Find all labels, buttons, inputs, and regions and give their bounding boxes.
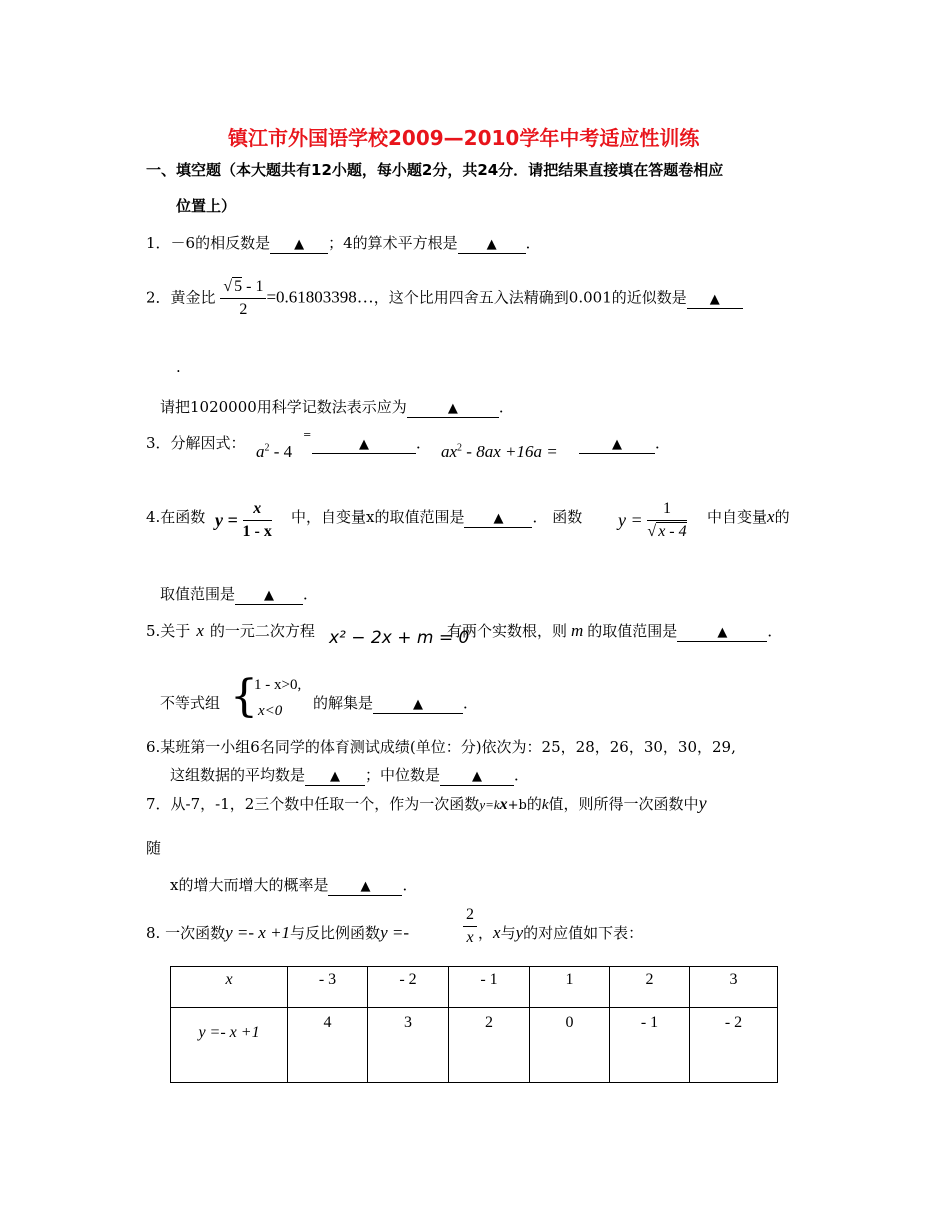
q5-tail-text: 的取值范围是 — [587, 622, 678, 640]
q3-dot1: ． — [416, 434, 432, 452]
quadratic-equation: x² − 2x + m = 0 — [329, 628, 470, 648]
q5-number: 5.关于 — [146, 622, 191, 640]
frac-num-rest: - 1 — [242, 278, 264, 295]
func1-den: 1 - x — [242, 523, 272, 540]
q7-end: ． — [402, 876, 418, 894]
q7-line3 — [170, 874, 417, 896]
table-cell: 4 — [288, 1008, 368, 1083]
factor-expr-1 — [256, 442, 292, 462]
q5-blank-2[interactable] — [373, 695, 463, 714]
q7-k: k — [541, 797, 549, 813]
table-cell: - 1 — [610, 1008, 690, 1083]
q8-frac-num: 2 — [463, 906, 477, 927]
q8-x: x — [493, 923, 501, 942]
q6-text-a: 这组数据的平均数是 — [170, 766, 306, 784]
expr2-sup: 2 — [457, 442, 463, 454]
factor-eq-1: = — [303, 430, 312, 441]
q1-blank-2[interactable] — [458, 235, 526, 254]
q6-line2 — [170, 764, 529, 786]
func1-fraction — [243, 500, 272, 541]
q8-mid: 与反比例函数 — [290, 924, 381, 942]
expr1-rest: - 4 — [269, 442, 293, 461]
q7-fn-x: x — [499, 796, 508, 813]
q7-line1 — [146, 793, 707, 814]
q4-end: ． — [303, 585, 319, 603]
q8-number: 8. 一次函数 — [146, 924, 226, 942]
q7-fn-y: y=k — [479, 797, 500, 812]
expr1-sup: 2 — [264, 442, 270, 454]
q7-y: y — [698, 793, 707, 813]
q2-pre: 黄金比 — [170, 288, 216, 307]
q1-end: ． — [525, 234, 541, 252]
expr2-rest: - 8ax +16a = — [462, 442, 558, 461]
triangle-icon: ▲ — [359, 437, 369, 452]
q1-text-a: －6的相反数是 — [170, 234, 271, 252]
func1-y: y = — [215, 510, 238, 530]
triangle-icon: ▲ — [413, 697, 424, 712]
q5-mid: 的一元二次方程 — [209, 622, 315, 640]
q4-mid-text: 中，自变量x的取值范围是 — [291, 508, 465, 526]
table-cell: 3 — [368, 1008, 449, 1083]
q1-blank-1[interactable] — [270, 235, 328, 254]
q8-inverse-fn-pre: y =- — [380, 923, 409, 942]
table-cell: 3 — [690, 967, 778, 1008]
q7-text-a: 7．从-7，-1，2三个数中任取一个，作为一次函数 — [146, 795, 480, 813]
frac-den: 2 — [239, 301, 248, 318]
table-cell: x — [171, 967, 288, 1008]
question-2 — [146, 278, 743, 319]
triangle-icon: ▲ — [709, 291, 720, 307]
triangle-icon: ▲ — [493, 511, 504, 526]
table-cell: - 3 — [288, 967, 368, 1008]
table-cell: - 2 — [368, 967, 449, 1008]
question-3 — [146, 432, 246, 453]
func2-fraction: $\frac{1}{√ x - 4}$ — [647, 500, 687, 540]
q6-line1: 6.某班第一小组6名同学的体育测试成绩(单位：分)依次为：25，28，26，30，30，29, — [146, 738, 736, 756]
q2-blank-1[interactable] — [687, 290, 743, 309]
question-2-sci — [160, 396, 514, 418]
q3-blank-2[interactable] — [579, 435, 655, 454]
ineq-end: ． — [463, 694, 479, 712]
q3-part2 — [579, 432, 670, 454]
expr1-a: a — [256, 442, 265, 461]
table-cell: 1 — [530, 967, 610, 1008]
q7-fn-b: +b — [507, 798, 527, 813]
q4-line2 — [160, 583, 318, 605]
q3-blank-1[interactable] — [312, 435, 416, 454]
ineq-tail-text: 的解集是 — [313, 694, 374, 712]
triangle-icon: ▲ — [472, 769, 483, 784]
q8-linear-fn: y =- x +1 — [225, 923, 291, 942]
func2-num: 1 — [647, 500, 686, 521]
q2-line2: 请把1020000用科学记数法表示应为 — [160, 398, 407, 416]
section-heading: 一、填空题（本大题共有12小题，每小题2分，共24分．请把结果直接填在答题卷相应 — [146, 161, 724, 179]
q8-line — [146, 922, 409, 943]
table-cell: - 1 — [449, 967, 530, 1008]
q1-number: 1． — [146, 234, 171, 252]
left-brace-icon: { — [230, 671, 258, 722]
func2-y: y = — [618, 510, 643, 530]
question-1 — [146, 232, 541, 254]
q5-tail — [447, 620, 782, 642]
ineq-pre: 不等式组 — [160, 694, 221, 712]
func2-den: x - 4 — [658, 523, 687, 540]
table-row — [171, 1008, 778, 1083]
q8-frac-den: x — [466, 929, 474, 946]
ineq-line-1: 1 - x>0, — [254, 677, 302, 693]
q3-pre: 分解因式： — [170, 434, 246, 452]
q4-mid — [291, 506, 582, 528]
golden-ratio-fraction: $\frac{√ 5 - 1}{2}$ — [220, 278, 266, 319]
page-title: 镇江市外国语学校2009—2010学年中考适应性训练 — [228, 126, 700, 150]
q4-blank-1[interactable] — [464, 509, 532, 528]
table-cell: y =- x +1 — [171, 1008, 288, 1083]
q6-blank-1[interactable] — [305, 767, 365, 786]
triangle-icon: ▲ — [486, 237, 497, 252]
function-2 — [618, 500, 687, 541]
question-5 — [146, 620, 315, 641]
q7-line3-text: x的增大而增大的概率是 — [170, 876, 329, 894]
q6-end: ． — [514, 766, 530, 784]
triangle-icon: ▲ — [294, 237, 305, 252]
q8-with: 与 — [500, 924, 516, 942]
table-cell: 0 — [530, 1008, 610, 1083]
triangle-icon: ▲ — [612, 437, 622, 452]
q4-blank-2[interactable] — [235, 586, 303, 605]
triangle-icon: ▲ — [264, 588, 275, 603]
q4-line2-text: 取值范围是 — [160, 585, 236, 603]
q8-comma: ， — [478, 924, 494, 942]
q2-dot: . — [176, 358, 181, 376]
q5-m: m — [571, 621, 584, 640]
q7-text-b: 的 — [526, 795, 542, 813]
section-heading-cont: 位置上） — [176, 197, 237, 215]
func1-num: x — [243, 500, 272, 521]
ineq-line-2: x<0 — [258, 703, 283, 719]
triangle-icon: ▲ — [330, 769, 341, 784]
table-header-row — [171, 967, 778, 1008]
value-table — [170, 966, 778, 1083]
q5-blank-1[interactable] — [677, 623, 767, 642]
q2-mid: ，这个比用四舍五入法精确到0.001的近似数是 — [373, 288, 687, 307]
triangle-icon: ▲ — [717, 625, 728, 640]
table-cell: - 2 — [690, 1008, 778, 1083]
q7-text-c: 值，则所得一次函数中 — [548, 795, 699, 813]
ineq-tail — [313, 692, 478, 714]
expr2-a: ax — [441, 442, 458, 461]
q2-number: 2． — [146, 288, 171, 307]
q4-x: x — [767, 507, 775, 526]
q5-end: ． — [767, 622, 783, 640]
q4-tail-text: 的 — [774, 508, 790, 526]
factor-expr-2 — [441, 442, 558, 462]
q1-text-b: ；4的算术平方根是 — [328, 234, 458, 252]
function-1 — [215, 500, 272, 541]
golden-ratio-value: =0.61803398… — [266, 287, 374, 307]
q8-tail — [478, 922, 643, 943]
sqrt-radicand: 5 — [234, 278, 243, 295]
q3-end: ． — [655, 434, 671, 452]
table-cell: 2 — [610, 967, 690, 1008]
q3-part1 — [312, 432, 431, 454]
q6-text-b: ；中位数是 — [365, 766, 441, 784]
q5-x: x — [196, 621, 204, 640]
q3-number: 3． — [146, 434, 171, 452]
q4-lead: 4.在函数 — [146, 508, 206, 526]
q4-mid2: 中自变量 — [707, 508, 768, 526]
q4-tail — [707, 506, 790, 527]
q2-blank-2[interactable] — [407, 399, 499, 418]
table-cell: 2 — [449, 1008, 530, 1083]
q4-dot: ． 函数 — [532, 508, 583, 526]
q7-line2: 随 — [146, 839, 162, 857]
q8-y: y — [515, 923, 524, 942]
triangle-icon: ▲ — [360, 879, 371, 894]
q8-tail-text: 的对应值如下表： — [523, 924, 644, 942]
q7-blank[interactable] — [328, 877, 402, 896]
q8-inverse-fraction — [463, 906, 477, 947]
triangle-icon: ▲ — [447, 401, 458, 416]
q5-mid2: 有两个实数根，则 — [447, 622, 568, 640]
q2-end: ． — [498, 398, 514, 416]
q6-blank-2[interactable] — [440, 767, 514, 786]
